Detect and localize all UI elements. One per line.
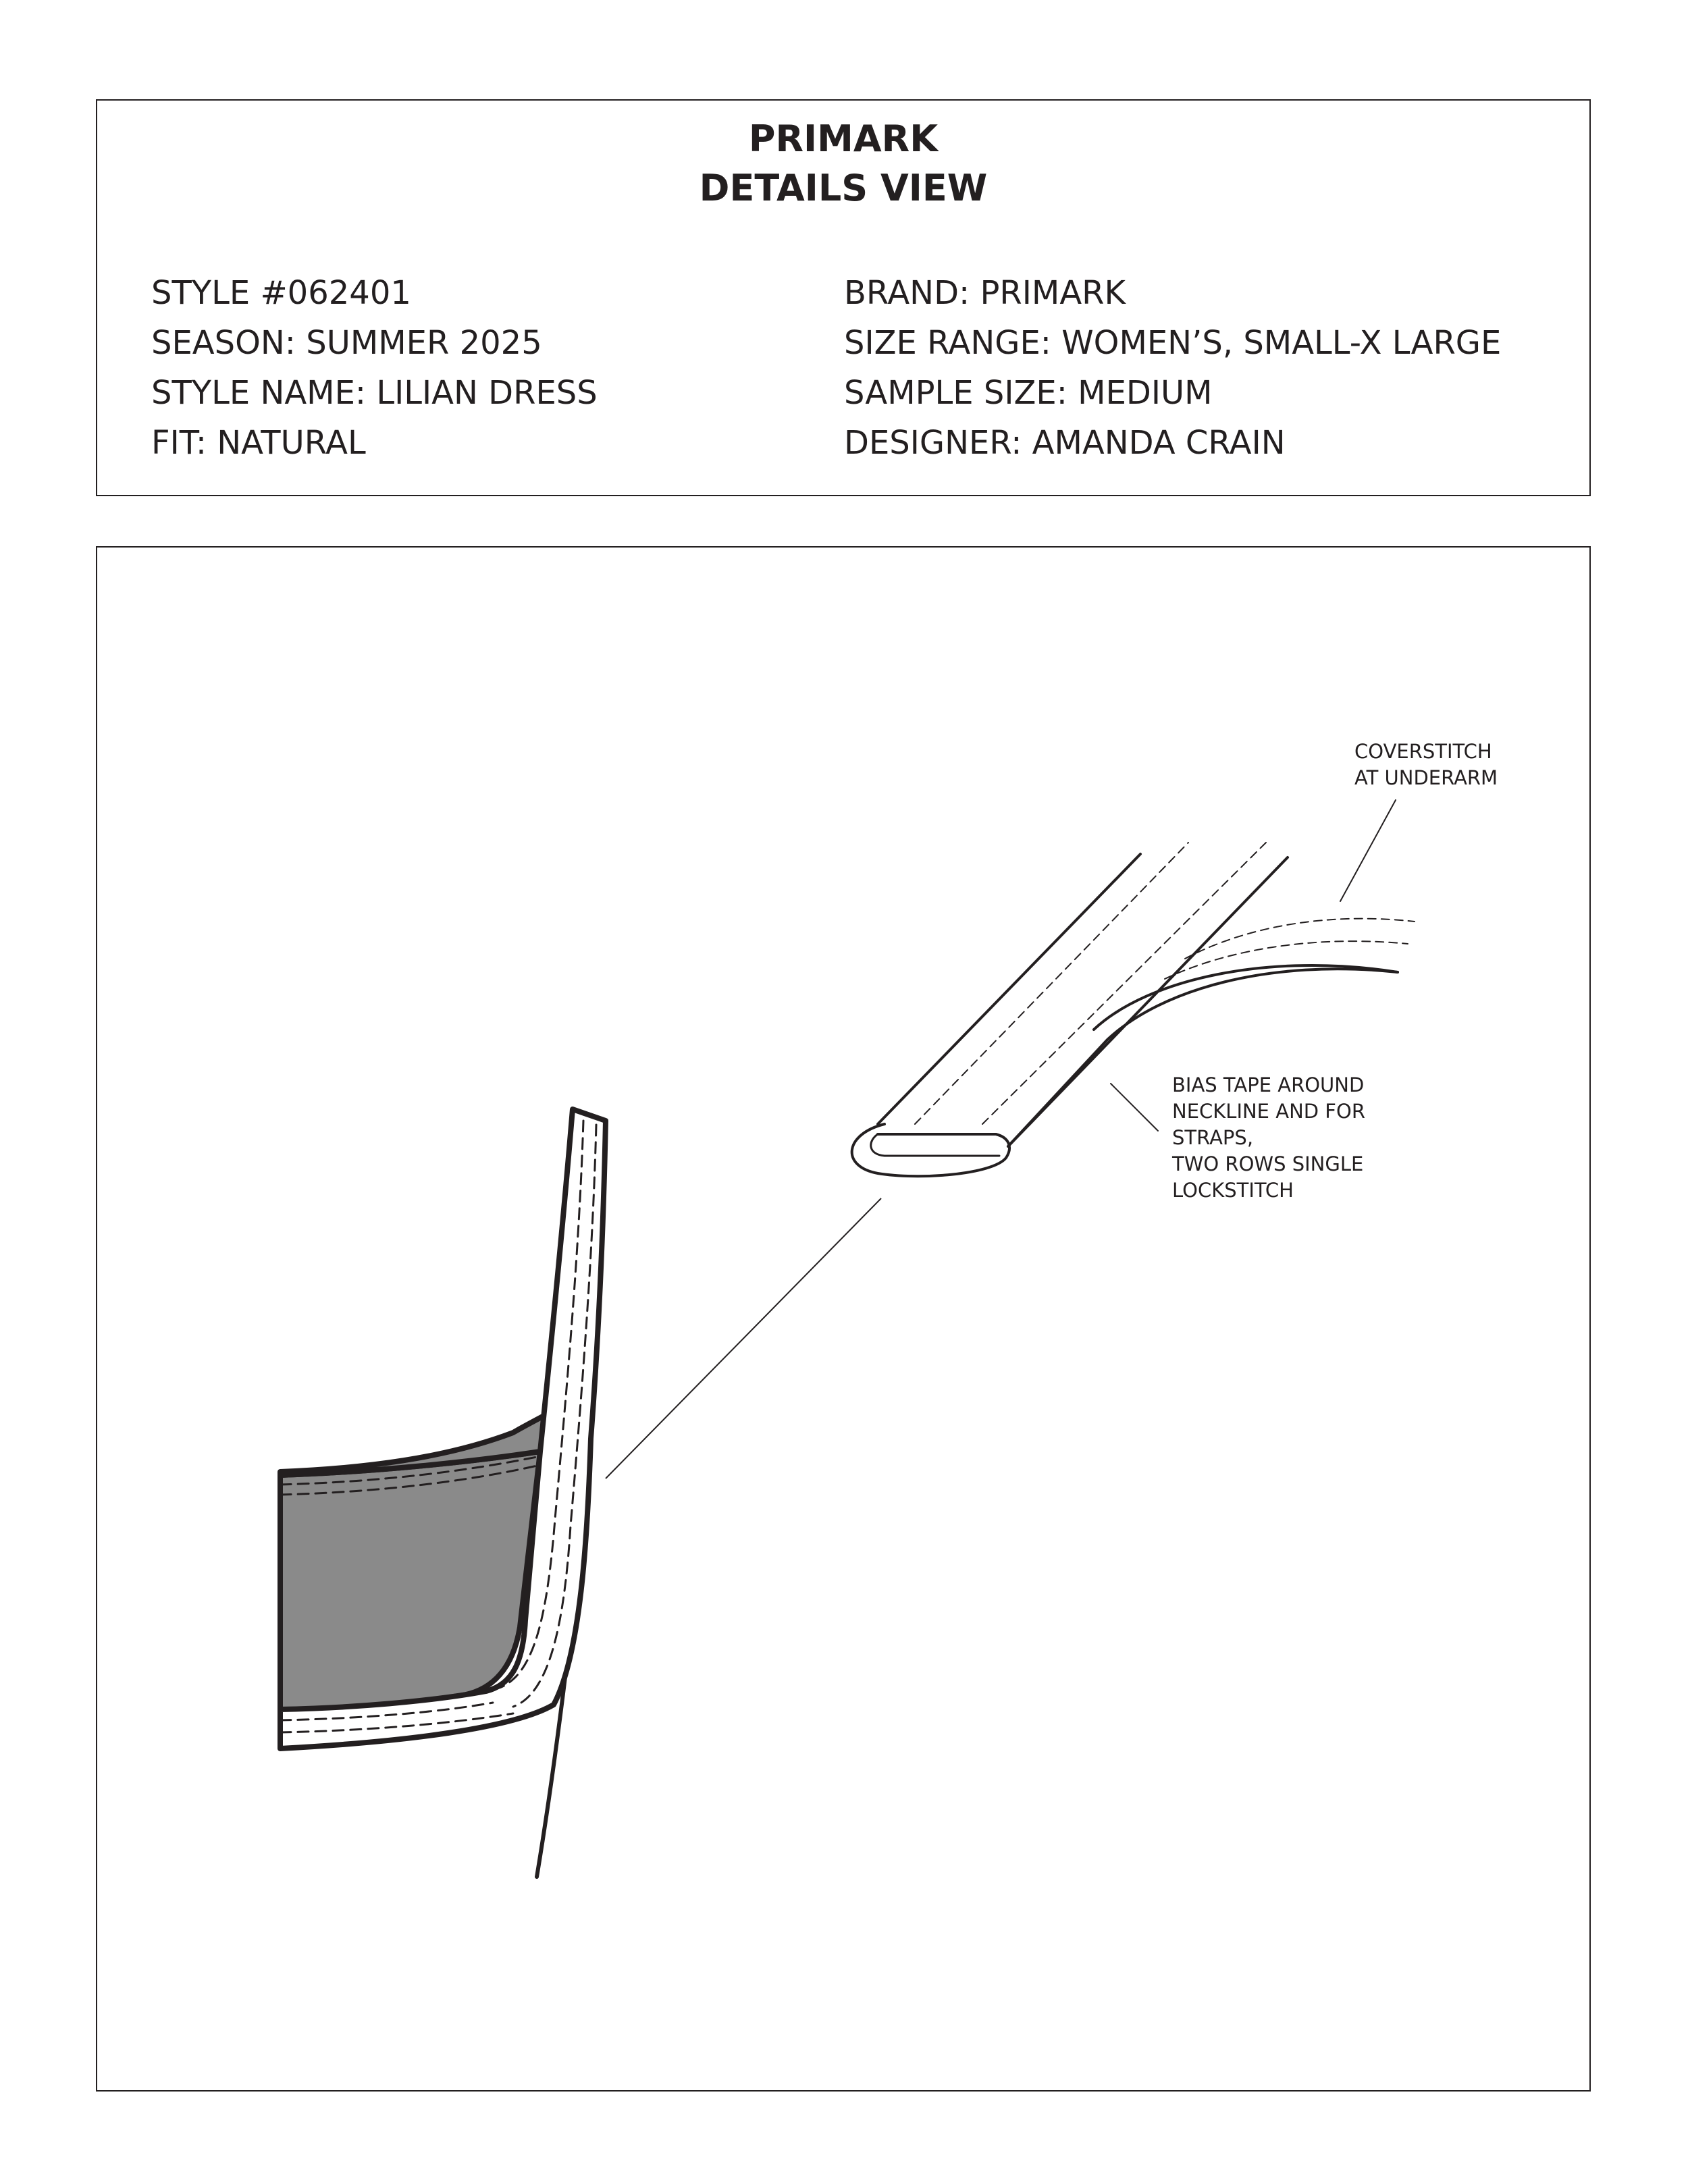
- tape-edge: [878, 854, 1140, 1124]
- fit: FIT: NATURAL: [151, 424, 366, 462]
- fabric-edge: [1094, 965, 1398, 1030]
- coverstitch-callout: COVERSTITCH AT UNDERARM: [1354, 740, 1498, 789]
- designer: DESIGNER: AMANDA CRAIN: [844, 424, 1286, 462]
- detail-leader-line: [606, 1198, 881, 1479]
- brand-title: PRIMARK: [748, 117, 939, 160]
- size-range: SIZE RANGE: WOMEN’S, SMALL-X LARGE: [844, 324, 1502, 362]
- bias-tape-leader: [1111, 1084, 1158, 1131]
- garment-neckline-illustration: [280, 1109, 606, 1877]
- style-number: STYLE #062401: [151, 274, 411, 312]
- coverstitch-line: [1185, 919, 1415, 959]
- style-name: STYLE NAME: LILIAN DRESS: [151, 374, 598, 412]
- tape-open-end: [852, 1124, 1009, 1176]
- sample-size: SAMPLE SIZE: MEDIUM: [844, 374, 1213, 412]
- fabric-panel: [280, 1451, 540, 1709]
- tape-inner-fold: [871, 1134, 999, 1156]
- season: SEASON: SUMMER 2025: [151, 324, 542, 362]
- tape-stitch: [915, 843, 1188, 1124]
- brand: BRAND: PRIMARK: [844, 274, 1126, 312]
- view-title: DETAILS VIEW: [699, 167, 988, 209]
- coverstitch-leader: [1340, 800, 1396, 901]
- bias-tape-callout: BIAS TAPE AROUND NECKLINE AND FOR STRAPS, TWO ROWS SINGLE LOCKSTITCH: [1172, 1073, 1365, 1202]
